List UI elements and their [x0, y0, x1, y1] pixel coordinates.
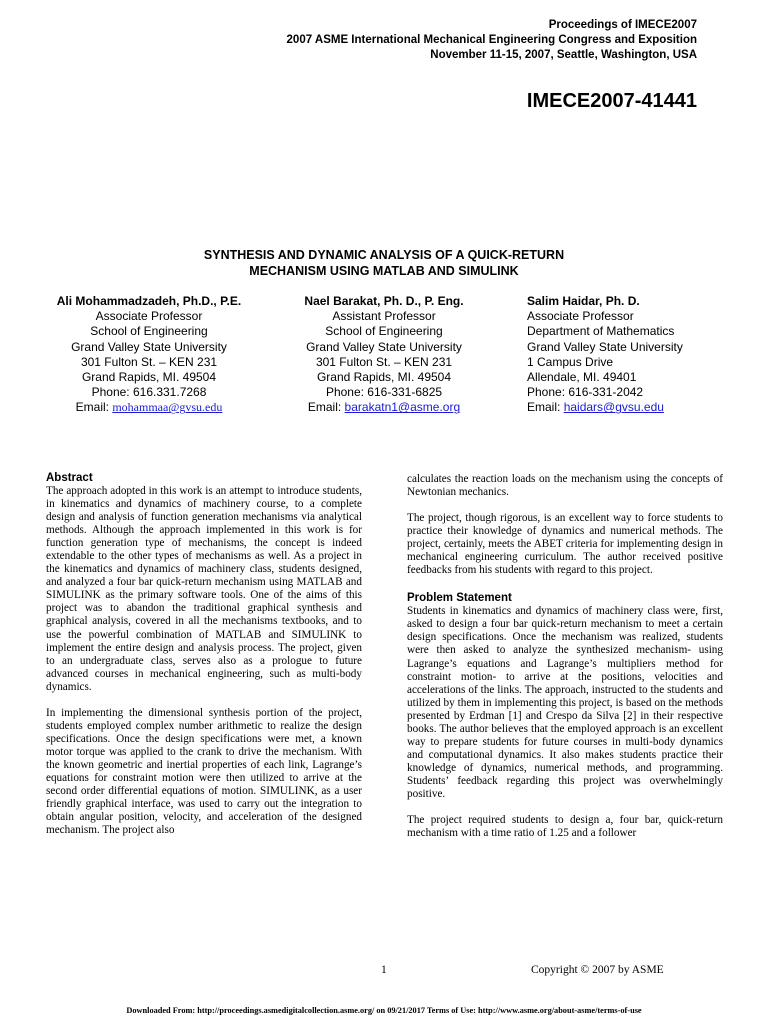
- abstract-paragraph-3: calculates the reaction loads on the mechanism using the concepts of Newtonian mechanics.: [407, 473, 723, 499]
- author-department: Department of Mathematics: [527, 324, 675, 339]
- author-street: 1 Campus Drive: [527, 354, 614, 369]
- author-block-1: [46, 294, 252, 416]
- problem-statement-paragraph-1: Students in kinematics and dynamics of machinery class were, first, asked to design a four bar quick-return mechanism to meet a certain design specifications. Once the mechanism was realized, students were then asked to analyze the synthesized mechanism- using Lagrange’s equations and Lagrange’s multipliers method for constraint motion- to arrive at the positions, velocities and accelerations of the links. The approach, instructed to the students and utilized by them in implementing this project, is based on the methods presented by Erdman [1] and Crespo da Silva [2] in their respective books. The author believes that the employed approach is an excellent way to prepare students for future courses in multi-body dynamics and computational dynamics. It also makes students practice their knowledge of dynamics, numerical methods, and programming. Students’ feedback regarding this project was overwhelmingly positive.: [407, 605, 723, 800]
- abstract-paragraph-4: The project, though rigorous, is an excellent way to force students to practice their knowledge of dynamics and numerical methods. The project, certainly, meets the ABET criteria for implementing design in mechanical engineering curriculum. The author received positive feedbacks from his students with regard to this project.: [407, 512, 723, 577]
- author-email-label: Email:: [527, 400, 564, 415]
- author-university: Grand Valley State University: [527, 339, 683, 354]
- author-email-link[interactable]: barakatn1@asme.org: [344, 400, 461, 415]
- abstract-heading: Abstract: [46, 472, 93, 484]
- paper-id: IMECE2007-41441: [526, 90, 697, 112]
- author-city: Allendale, MI. 49401: [527, 370, 637, 385]
- author-university: Grand Valley State University: [71, 339, 227, 354]
- page-number: 1: [381, 964, 387, 976]
- author-position: Assistant Professor: [332, 309, 436, 324]
- author-email-line: [46, 400, 252, 415]
- author-position: Associate Professor: [527, 309, 634, 324]
- author-phone: Phone: 616.331.7268: [91, 385, 207, 400]
- author-email-line: [278, 400, 490, 415]
- author-name: Ali Mohammadzadeh, Ph.D., P.E.: [56, 294, 242, 308]
- copyright-notice: Copyright © 2007 by ASME: [531, 964, 664, 976]
- author-street: 301 Fulton St. – KEN 231: [80, 354, 218, 369]
- author-block-3: [527, 294, 727, 416]
- proceedings-title: Proceedings of IMECE2007: [548, 19, 697, 31]
- paper-title-line-1: SYNTHESIS AND DYNAMIC ANALYSIS OF A QUICK-RETURN: [203, 248, 565, 262]
- author-department: School of Engineering: [90, 324, 208, 339]
- author-name: Nael Barakat, Ph. D., P. Eng.: [304, 294, 464, 308]
- paper-title: [0, 247, 768, 279]
- conference-name: 2007 ASME International Mechanical Engineering Congress and Exposition: [286, 34, 697, 46]
- author-university: Grand Valley State University: [306, 339, 462, 354]
- author-email-link[interactable]: mohammaa@gvsu.edu: [112, 400, 223, 415]
- author-email-line: [527, 400, 727, 415]
- author-phone: Phone: 616-331-2042: [527, 385, 644, 400]
- author-email-label: Email:: [307, 400, 345, 415]
- problem-statement-paragraph-2: The project required students to design a, four bar, quick-return mechanism with a time ratio of 1.25 and a follower: [407, 814, 723, 840]
- left-column: [46, 471, 362, 850]
- author-phone: Phone: 616-331-6825: [325, 385, 443, 400]
- author-city: Grand Rapids, MI. 49504: [316, 370, 452, 385]
- download-footer-note: Downloaded From: http://proceedings.asmedigitalcollection.asme.org/ on 09/21/2017 Terms of Use: http://www.asme.org/about-asme/terms-of-use: [126, 1006, 642, 1015]
- problem-statement-heading: Problem Statement: [407, 592, 512, 605]
- author-block-2: [278, 294, 490, 416]
- author-city: Grand Rapids, MI. 49504: [81, 370, 217, 385]
- abstract-paragraph-2: In implementing the dimensional synthesis portion of the project, students employed complex number arithmetic to realize the design specifications. Once the design specifications were met, a known motor torque was applied to the crank to drive the mechanism. With the known geometric and inertial properties of each link, Lagrange’s equations for constraint motion were then utilized to arrive at the second order differential equations of motion. SIMULINK, as a user friendly graphical interface, was used to carry out the integration to obtain angular position, velocity, and acceleration of the designed mechanism. The project also: [46, 706, 362, 837]
- abstract-paragraph-1: The approach adopted in this work is an attempt to introduce students, in kinematics and dynamics of machinery course, to a complete design and analysis of function generation mechanisms via analytical methods. Although the approach implemented in this work is for function generation type of mechanisms, the concept is indeed extendable to the other types of mechanisms as well. As a project in the kinematics and dynamics of machinery class, students designed, and analyzed a four bar quick-return mechanism using MATLAB and SIMULINK as the primary software tools. One of the aims of this project was to abandon the traditional graphical synthesis and graphical analysis, covered in all the mechanisms textbooks, and to use the powerful combination of MATLAB and SIMULINK to implement the entire design and analysis process. The project, given to an undergraduate class, serves also as a prologue to future advanced courses in mechanical engineering, such as multi-body dynamics.: [46, 485, 362, 693]
- paper-title-line-2: MECHANISM USING MATLAB AND SIMULINK: [249, 264, 519, 278]
- author-email-link[interactable]: haidars@gvsu.edu: [563, 400, 664, 415]
- author-name: Salim Haidar, Ph. D.: [527, 294, 640, 308]
- author-email-label: Email:: [75, 400, 113, 415]
- author-position: Associate Professor: [95, 309, 203, 324]
- proceedings-header: [0, 18, 697, 63]
- right-column: [407, 473, 723, 853]
- conference-date-location: November 11-15, 2007, Seattle, Washington, USA: [430, 49, 697, 61]
- author-street: 301 Fulton St. – KEN 231: [315, 354, 453, 369]
- author-department: School of Engineering: [325, 324, 443, 339]
